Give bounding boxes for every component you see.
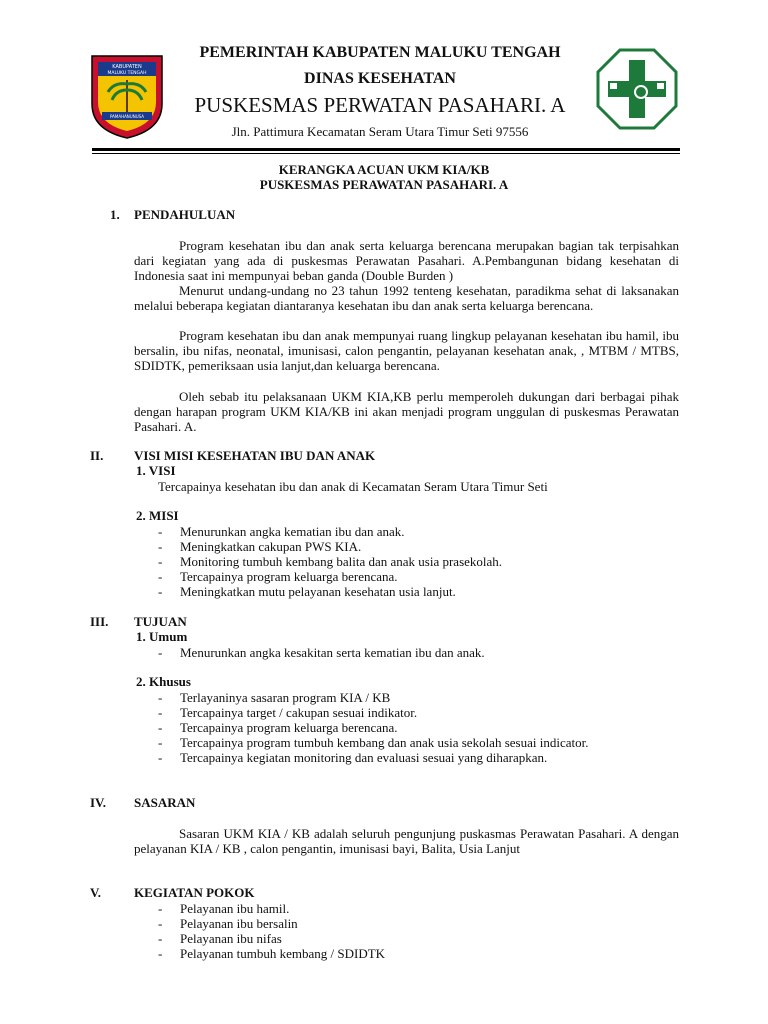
letterhead-rule-thick xyxy=(92,148,680,151)
list-dash: - xyxy=(158,645,163,660)
kegiatan-item-text: Pelayanan ibu nifas xyxy=(180,931,282,946)
kegiatan-item-text: Pelayanan ibu hamil. xyxy=(180,901,290,916)
kegiatan-item-text: Pelayanan ibu bersalin xyxy=(180,916,298,931)
umum-label: 1. Umum xyxy=(136,629,188,644)
svg-text:MALUKU TENGAH: MALUKU TENGAH xyxy=(107,71,147,76)
list-dash: - xyxy=(158,584,163,599)
letterhead-puskesmas-name: PUSKESMAS PERWATAN PASAHARI. A xyxy=(194,93,566,117)
section2-number: II. xyxy=(90,448,104,463)
section1-heading: PENDAHULUAN xyxy=(134,207,236,222)
misi-item-text: Monitoring tumbuh kembang balita dan anak usia prasekolah. xyxy=(180,554,503,569)
document-title: KERANGKA ACUAN UKM KIA/KB xyxy=(278,162,490,177)
section5-number: V. xyxy=(90,885,101,900)
list-dash: - xyxy=(158,901,163,916)
section1-number: 1. xyxy=(110,207,120,222)
section4-heading: SASARAN xyxy=(134,795,196,810)
khusus-label: 2. Khusus xyxy=(136,674,191,689)
list-dash: - xyxy=(158,690,163,705)
list-dash: - xyxy=(158,916,163,931)
khusus-item-text: Tercapainya program tumbuh kembang dan anak usia sekolah sesuai indicator. xyxy=(180,735,589,750)
letterhead-department: DINAS KESEHATAN xyxy=(304,70,456,87)
khusus-item-text: Tercapainya program keluarga berencana. xyxy=(180,720,398,735)
letterhead-address: Jln. Pattimura Kecamatan Seram Utara Timur Seti 97556 xyxy=(231,124,529,139)
section4-number: IV. xyxy=(90,795,107,810)
section1-paragraph-3: Program kesehatan ibu dan anak mempunyai ruang lingkup pelayanan kesehatan ibu hamil, ibu bersalin, ibu nifas, neonatal, imunisasi, calon pengantin, pelayanan kesehatan anak, , MTBM / MTBS, SDIDTK, pemeriksaan usia lanjut,dan keluarga berencana. xyxy=(134,328,679,374)
misi-item-text: Meningkatkan mutu pelayanan kesehatan usia lanjut. xyxy=(180,584,456,599)
misi-item-text: Tercapainya program keluarga berencana. xyxy=(180,569,398,584)
section1-paragraph-2: Menurut undang-undang no 23 tahun 1992 tenteng kesehatan, paradikma sehat di laksanakan melalui beberapa kegiatan diantaranya kesehatan ibu dan anak serta keluarga berencana. xyxy=(134,283,679,314)
section5-heading: KEGIATAN POKOK xyxy=(134,885,255,900)
visi-label: 1. VISI xyxy=(136,463,176,478)
umum-item-text: Menurunkan angka kesakitan serta kematian ibu dan anak. xyxy=(180,645,485,660)
list-dash: - xyxy=(158,946,163,961)
list-dash: - xyxy=(158,539,163,554)
misi-item-text: Menurunkan angka kematian ibu dan anak. xyxy=(180,524,405,539)
khusus-item-text: Tercapainya target / cakupan sesuai indikator. xyxy=(180,705,418,720)
puskesmas-logo xyxy=(596,48,678,130)
list-dash: - xyxy=(158,524,163,539)
svg-text:KABUPATEN: KABUPATEN xyxy=(112,64,142,70)
section4-text: Sasaran UKM KIA / KB adalah seluruh pengunjung puskasmas Perawatan Pasahari. A dengan pelayanan KIA / KB , calon pengantin, imunisasi bayi, Balita, Usia Lanjut xyxy=(134,826,679,857)
svg-text:PAMAHANUNUSA: PAMAHANUNUSA xyxy=(109,114,145,119)
list-dash: - xyxy=(158,705,163,720)
list-dash: - xyxy=(158,750,163,765)
document-subtitle: PUSKESMAS PERAWATAN PASAHARI. A xyxy=(259,177,509,192)
visi-text: Tercapainya kesehatan ibu dan anak di Kecamatan Seram Utara Timur Seti xyxy=(158,479,548,494)
kegiatan-item-text: Pelayanan tumbuh kembang / SDIDTK xyxy=(180,946,386,961)
section3-number: III. xyxy=(90,614,109,629)
letterhead-rule-thin xyxy=(92,153,680,154)
list-dash: - xyxy=(158,569,163,584)
list-dash: - xyxy=(158,931,163,946)
letterhead-government: PEMERINTAH KABUPATEN MALUKU TENGAH xyxy=(199,44,561,61)
list-dash: - xyxy=(158,554,163,569)
section2-heading: VISI MISI KESEHATAN IBU DAN ANAK xyxy=(134,448,376,463)
list-dash: - xyxy=(158,735,163,750)
misi-item-text: Meningkatkan cakupan PWS KIA. xyxy=(180,539,362,554)
misi-label: 2. MISI xyxy=(136,508,179,523)
section3-heading: TUJUAN xyxy=(134,614,187,629)
khusus-item-text: Tercapainya kegiatan monitoring dan evaluasi sesuai yang diharapkan. xyxy=(180,750,548,765)
list-dash: - xyxy=(158,720,163,735)
section1-paragraph-4: Oleh sebab itu pelaksanaan UKM KIA,KB perlu memperoleh dukungan dari berbagai pihak dengan harapan program UKM KIA/KB ini akan menjadi program unggulan di puskesmas Perawatan Pasahari. A. xyxy=(134,389,679,435)
khusus-item-text: Terlayaninya sasaran program KIA / KB xyxy=(180,690,391,705)
section1-paragraph-1: Program kesehatan ibu dan anak serta keluarga berencana merupakan bagian tak terpisahkan dari kegiatan yang ada di puskesmas Perawatan Pasahari. A.Pembangunan bidang kesehatan di Indonesia saat ini mempunyai beban ganda (Double Burden ) xyxy=(134,238,679,284)
